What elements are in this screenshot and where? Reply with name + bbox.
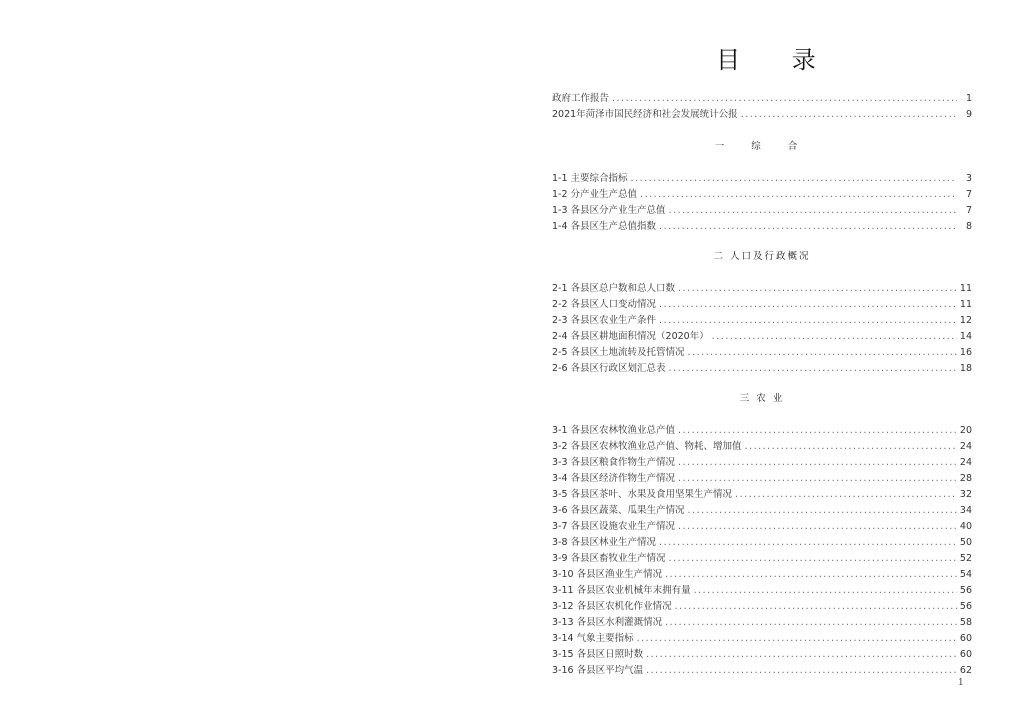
toc-entry-label: 2-6 各县区行政区划汇总表: [552, 363, 666, 374]
toc-entry-label: 3-10 各县区渔业生产情况: [552, 569, 663, 580]
toc-entry-page: 18: [959, 363, 972, 374]
toc-entry-label: 3-9 各县区畜牧业生产情况: [552, 553, 666, 564]
toc-entry-page: 56: [959, 601, 972, 612]
toc-entry-label: 3-7 各县区设施农业生产情况: [552, 521, 676, 532]
toc-entry-label: 3-1 各县区农林牧渔业总产值: [552, 425, 676, 436]
toc-entry[interactable]: [552, 599, 972, 615]
toc-entry-label: 1-4 各县区生产总值指数: [552, 221, 657, 232]
toc-entry-page: 52: [959, 553, 972, 564]
toc-entry[interactable]: [552, 647, 972, 663]
leader-dots: [735, 487, 957, 503]
toc-entry[interactable]: [552, 487, 972, 503]
toc-entry[interactable]: [552, 615, 972, 631]
toc-entry[interactable]: [552, 439, 972, 455]
toc-entry-label: 1-3 各县区分产业生产总值: [552, 205, 666, 216]
toc-title: 目 录: [716, 46, 838, 74]
toc-entry-page: 24: [959, 441, 972, 452]
toc-entry[interactable]: [552, 297, 972, 313]
leader-dots: [659, 313, 957, 329]
leader-dots: [669, 361, 957, 377]
toc-entry[interactable]: [552, 551, 972, 567]
toc-entry[interactable]: [552, 187, 972, 203]
toc-entry-label: 1-2 分产业生产总值: [552, 189, 638, 200]
toc-entry-label: 3-14 气象主要指标: [552, 633, 634, 644]
toc-entry-page: 8: [965, 221, 972, 232]
leader-dots: [631, 171, 957, 187]
leader-dots: [741, 107, 957, 123]
toc-entry-page: 58: [959, 617, 972, 628]
toc-entry[interactable]: [552, 567, 972, 583]
toc-entry-label: 2-1 各县区总户数和总人口数: [552, 283, 676, 294]
toc-entry-page: 56: [959, 585, 972, 596]
toc-entry-page: 7: [965, 205, 972, 216]
toc-entry-label: 3-11 各县区农业机械年末拥有量: [552, 585, 691, 596]
leader-dots: [675, 599, 957, 615]
toc-entry-label: 2021年菏泽市国民经济和社会发展统计公报: [552, 109, 738, 120]
toc-entry-page: 54: [959, 569, 972, 580]
toc-entry[interactable]: [552, 631, 972, 647]
toc-entry-label: 2-5 各县区土地流转及托管情况: [552, 347, 685, 358]
toc-entry-page: 34: [959, 505, 972, 516]
toc-entry-page: 24: [959, 457, 972, 468]
toc-entry-label: 3-13 各县区水利灌溉情况: [552, 617, 663, 628]
leader-dots: [678, 455, 957, 471]
toc-entry-page: 3: [965, 173, 972, 184]
toc-entry[interactable]: [552, 471, 972, 487]
leader-dots: [678, 471, 957, 487]
toc-entry-page: 11: [959, 299, 972, 310]
toc-entry[interactable]: [552, 455, 972, 471]
leader-dots: [646, 663, 957, 679]
leader-dots: [745, 439, 957, 455]
toc-entry[interactable]: [552, 519, 972, 535]
leader-dots: [678, 281, 957, 297]
leader-dots: [646, 647, 957, 663]
toc-entry-label: 3-8 各县区林业生产情况: [552, 537, 657, 548]
leader-dots: [637, 631, 957, 647]
leader-dots: [678, 423, 957, 439]
leader-dots: [665, 567, 957, 583]
toc-entry-page: 40: [959, 521, 972, 532]
toc-entry-label: 2-4 各县区耕地面积情况（2020年）: [552, 331, 709, 342]
toc-entry-page: 62: [959, 665, 972, 676]
toc-page: [552, 0, 972, 723]
toc-entry-page: 28: [959, 473, 972, 484]
toc-entry[interactable]: [552, 171, 972, 187]
page-number: 1: [958, 678, 964, 688]
leader-dots: [659, 535, 957, 551]
toc-entry[interactable]: [552, 345, 972, 361]
toc-entry-page: 7: [965, 189, 972, 200]
toc-entry-label: 2-3 各县区农业生产条件: [552, 315, 657, 326]
toc-entry[interactable]: [552, 281, 972, 297]
toc-entry-page: 12: [959, 315, 972, 326]
leader-dots: [678, 519, 957, 535]
leader-dots: [640, 187, 957, 203]
section-heading: 二 人口及行政概况: [713, 251, 811, 262]
leader-dots: [712, 329, 957, 345]
leader-dots: [688, 345, 957, 361]
toc-entry-label: 3-3 各县区粮食作物生产情况: [552, 457, 676, 468]
toc-entry[interactable]: [552, 535, 972, 551]
section-heading: 三 农 业: [739, 393, 785, 404]
toc-entry-page: 9: [965, 109, 972, 120]
toc-entry-page: 11: [959, 283, 972, 294]
leader-dots: [669, 203, 957, 219]
leader-dots: [694, 583, 957, 599]
toc-entry[interactable]: [552, 361, 972, 377]
toc-entry[interactable]: [552, 663, 972, 679]
toc-entry-label: 3-4 各县区经济作物生产情况: [552, 473, 676, 484]
toc-list: [552, 91, 972, 679]
toc-entry-page: 1: [965, 93, 972, 104]
toc-entry-label: 3-6 各县区蔬菜、瓜果生产情况: [552, 505, 685, 516]
leader-dots: [659, 297, 957, 313]
toc-entry-label: 政府工作报告: [552, 93, 610, 104]
toc-entry-page: 20: [959, 425, 972, 436]
toc-entry[interactable]: [552, 583, 972, 599]
toc-entry-label: 2-2 各县区人口变动情况: [552, 299, 657, 310]
toc-entry[interactable]: [552, 107, 972, 123]
toc-entry-page: 60: [959, 649, 972, 660]
toc-entry[interactable]: [552, 329, 972, 345]
toc-entry-page: 60: [959, 633, 972, 644]
leader-dots: [665, 615, 957, 631]
toc-entry[interactable]: [552, 503, 972, 519]
toc-entry-page: 50: [959, 537, 972, 548]
leader-dots: [688, 503, 957, 519]
toc-entry-label: 3-16 各县区平均气温: [552, 665, 644, 676]
leader-dots: [669, 551, 957, 567]
toc-entry[interactable]: [552, 423, 972, 439]
toc-entry-label: 3-15 各县区日照时数: [552, 649, 644, 660]
leader-dots: [612, 91, 957, 107]
toc-entry[interactable]: [552, 313, 972, 329]
toc-entry[interactable]: [552, 203, 972, 219]
toc-entry-label: 1-1 主要综合指标: [552, 173, 628, 184]
toc-entry-label: 3-2 各县区农林牧渔业总产值、物耗、增加值: [552, 441, 742, 452]
toc-entry-page: 16: [959, 347, 972, 358]
toc-entry[interactable]: [552, 91, 972, 107]
section-heading: 一 综 合: [714, 141, 810, 152]
toc-entry-label: 3-12 各县区农机化作业情况: [552, 601, 672, 612]
toc-entry-page: 14: [959, 331, 972, 342]
toc-entry-page: 32: [959, 489, 972, 500]
leader-dots: [659, 219, 957, 235]
toc-entry-label: 3-5 各县区茶叶、水果及食用坚果生产情况: [552, 489, 733, 500]
toc-entry[interactable]: [552, 219, 972, 235]
